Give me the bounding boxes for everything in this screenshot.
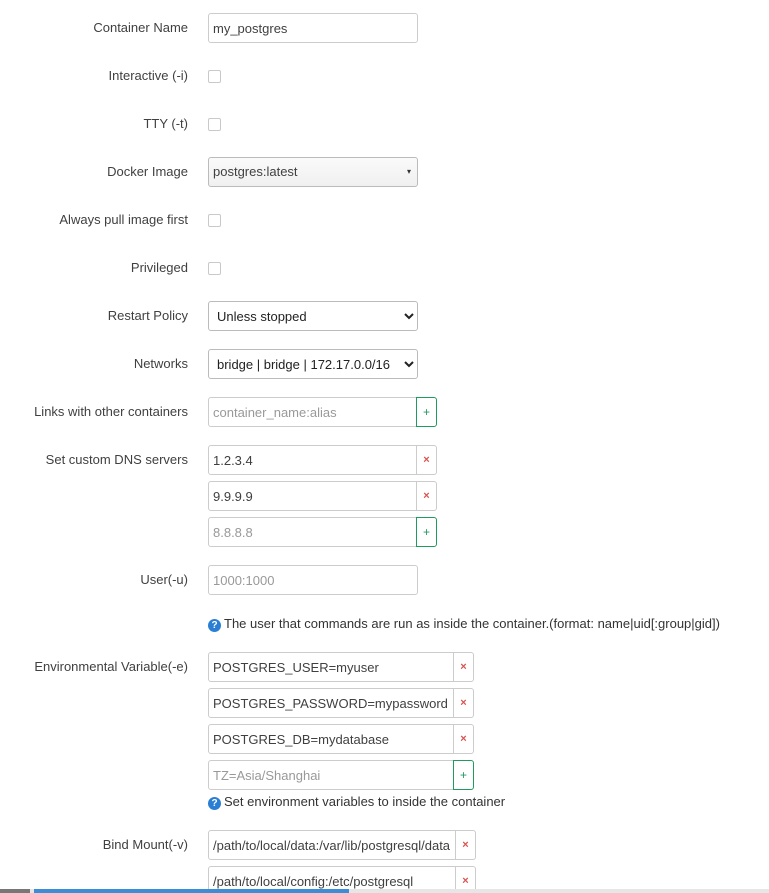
docker-image-row: [0, 157, 769, 187]
help-icon: ?: [208, 619, 221, 632]
env-entry-3: [208, 724, 474, 754]
tty-label: TTY (-t): [143, 116, 188, 131]
dns-input[interactable]: [208, 481, 417, 511]
links-label: Links with other containers: [34, 404, 188, 419]
add-icon[interactable]: +: [453, 760, 474, 790]
user-input[interactable]: [208, 565, 418, 595]
progress-segment: [0, 889, 30, 893]
docker-image-value: postgres:latest: [213, 164, 298, 179]
user-help-text: The user that commands are run as inside the container.(format: name|uid[:group|gid]): [224, 616, 720, 631]
privileged-checkbox[interactable]: [208, 262, 221, 275]
networks-label: Networks: [133, 356, 188, 371]
tty-checkbox[interactable]: [208, 118, 221, 131]
networks-select[interactable]: [208, 349, 418, 379]
env-entry-1: [208, 652, 474, 682]
bind-mount-entry-1: [208, 830, 476, 860]
caret-down-icon: ▾: [406, 167, 411, 176]
progress-fill: [34, 889, 349, 893]
container-name-label: Container Name: [93, 20, 188, 35]
docker-image-label: Docker Image: [107, 164, 188, 179]
dns-entry-2: [208, 481, 437, 511]
links-input-group: [208, 397, 437, 427]
progress-bar: [0, 889, 769, 893]
interactive-checkbox[interactable]: [208, 70, 221, 83]
env-help-text: Set environment variables to inside the container: [224, 794, 506, 809]
dns-label: Set custom DNS servers: [45, 452, 188, 467]
env-help: [208, 794, 505, 810]
dns-input[interactable]: [208, 445, 417, 475]
add-icon[interactable]: +: [416, 397, 437, 427]
dns-new-input[interactable]: [208, 517, 417, 547]
links-input[interactable]: [208, 397, 417, 427]
env-entry-2: [208, 688, 474, 718]
privileged-label: Privileged: [130, 260, 188, 275]
add-icon[interactable]: +: [416, 517, 437, 547]
remove-icon[interactable]: ×: [454, 724, 474, 754]
env-input[interactable]: [208, 688, 454, 718]
env-input[interactable]: [208, 724, 454, 754]
env-input[interactable]: [208, 652, 454, 682]
remove-icon[interactable]: ×: [456, 866, 476, 893]
remove-icon[interactable]: ×: [417, 481, 437, 511]
remove-icon[interactable]: ×: [417, 445, 437, 475]
remove-icon[interactable]: ×: [456, 830, 476, 860]
dns-entry-1: [208, 445, 437, 475]
user-label: User(-u): [140, 572, 188, 587]
remove-icon[interactable]: ×: [454, 688, 474, 718]
container-name-input[interactable]: [208, 13, 418, 43]
remove-icon[interactable]: ×: [454, 652, 474, 682]
always-pull-checkbox[interactable]: [208, 214, 221, 227]
user-help: [208, 616, 720, 632]
docker-image-select[interactable]: [208, 157, 418, 187]
bind-mount-input[interactable]: [208, 830, 456, 860]
help-icon: ?: [208, 797, 221, 810]
dns-entry-new: [208, 517, 437, 547]
env-entry-new: [208, 760, 474, 790]
env-label: Environmental Variable(-e): [34, 659, 188, 674]
interactive-label: Interactive (-i): [108, 68, 188, 83]
restart-policy-label: Restart Policy: [107, 308, 188, 323]
env-new-input[interactable]: [208, 760, 454, 790]
always-pull-label: Always pull image first: [59, 212, 188, 227]
bind-mount-label: Bind Mount(-v): [102, 837, 188, 852]
restart-policy-select[interactable]: [208, 301, 418, 331]
